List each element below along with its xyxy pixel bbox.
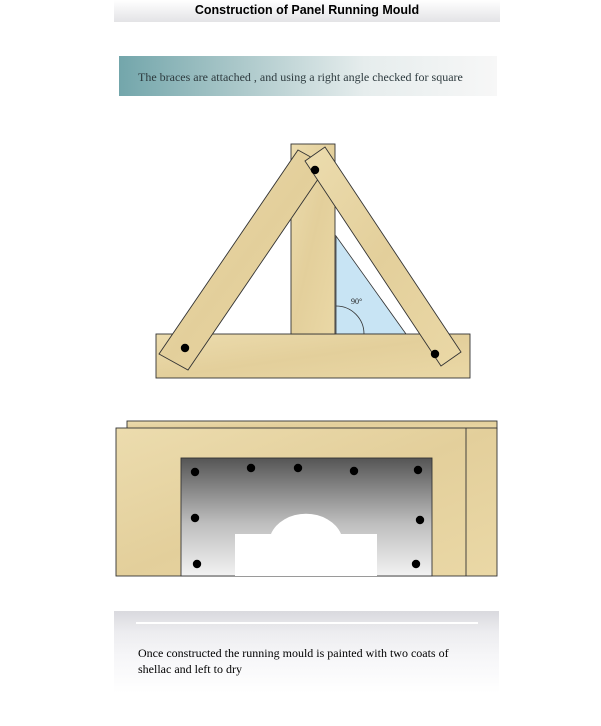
screw-hole xyxy=(247,464,255,472)
screw-hole xyxy=(191,468,199,476)
screw-hole xyxy=(431,350,439,358)
screw-hole xyxy=(414,466,422,474)
note-text: Once constructed the running mould is painted with two coats of shellac and left to dry xyxy=(138,646,449,676)
screw-hole xyxy=(311,166,319,174)
braced-frame-diagram xyxy=(156,144,470,378)
screw-hole xyxy=(416,516,424,524)
screw-hole xyxy=(181,344,189,352)
angle-label: 90° xyxy=(351,297,363,306)
screw-hole xyxy=(193,560,201,568)
screw-hole xyxy=(191,514,199,522)
screw-hole xyxy=(294,464,302,472)
screw-hole xyxy=(412,560,420,568)
note-divider xyxy=(136,622,478,624)
screw-hole xyxy=(350,467,358,475)
caption-text: The braces are attached , and using a right angle checked for square xyxy=(138,70,463,84)
mould-front-diagram xyxy=(116,421,497,576)
page-title: Construction of Panel Running Mould xyxy=(194,3,420,17)
